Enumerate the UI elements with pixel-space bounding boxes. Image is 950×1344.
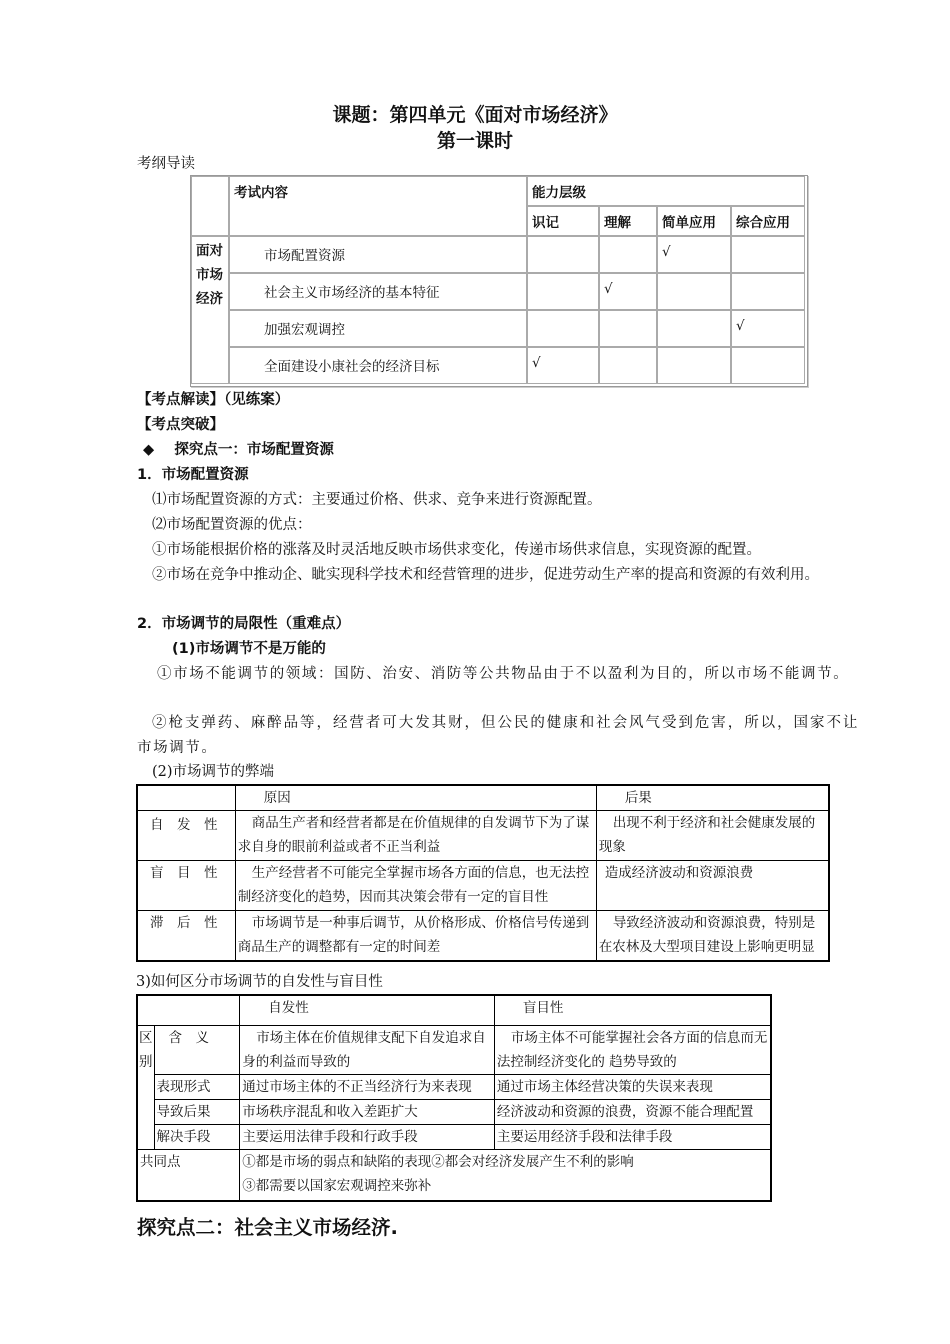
drawbacks-col-result: 后果	[596, 785, 829, 811]
exam-outline-label: 考纲导读	[137, 156, 195, 172]
drawback-name-spontaneity: 自 发 性	[137, 811, 235, 861]
category-line-2: 市场	[196, 267, 223, 283]
drawback-result-blindness: 造成经济波动和资源浪费	[596, 861, 829, 911]
compare-form-blindness: 通过市场主体经营决策的失误来表现	[494, 1074, 771, 1099]
kaodian-jiedu-heading: 【考点解读】（见练案）	[137, 392, 290, 408]
drawback-cause-spontaneity: 商品生产者和经营者都是在价值规律的自发调节下为了谋求自身的眼前利益或者不正当利益	[235, 811, 596, 861]
tanjiu-point-1-heading: ◆ 探究点一：市场配置资源	[143, 442, 334, 458]
compare-difference-qu: 区	[139, 1029, 153, 1046]
check-mark-row2: √	[599, 273, 657, 310]
page-subtitle: 第一课时	[436, 130, 513, 152]
compare-solution-spontaneity: 主要运用法律手段和行政手段	[240, 1124, 495, 1149]
heading-distinguish: 3)如何区分市场调节的自发性与盲目性	[136, 974, 383, 990]
compare-meaning-spontaneity: 市场主体在价值规律支配下自发追求自身的利益而导致的	[240, 1025, 495, 1074]
exam-item-2: 社会主义市场经济的基本特征	[229, 273, 527, 310]
drawbacks-table	[136, 784, 830, 962]
kaodian-tupo-heading: 【考点突破】	[137, 417, 224, 433]
exam-item-4: 全面建设小康社会的经济目标	[229, 347, 527, 384]
category-line-1: 面对	[196, 243, 223, 259]
compare-difference-label	[137, 1025, 154, 1149]
para-harmful-goods: ②枪支弹药、麻醉品等，经营者可大发其财，但公民的健康和社会风气受到危害，所以，国家不让市场调节。	[137, 715, 859, 756]
compare-col-blindness: 盲目性	[494, 995, 771, 1025]
header-content: 考试内容	[229, 176, 527, 236]
level-understand: 理解	[599, 206, 657, 236]
category-line-3: 经济	[196, 291, 223, 307]
compare-table	[136, 994, 772, 1202]
drawback-name-blindness: 盲 目 性	[137, 861, 235, 911]
heading-drawbacks: (2)市场调节的弊端	[152, 764, 275, 780]
tanjiu-point-2-heading: 探究点二：社会主义市场经济.	[137, 1216, 398, 1239]
heading-not-omnipotent: (1)市场调节不是万能的	[172, 641, 326, 657]
compare-consequence-spontaneity: 市场秩序混乱和收入差距扩大	[240, 1099, 495, 1124]
header-ability: 能力层级	[527, 176, 805, 206]
exam-outline-table	[190, 175, 808, 387]
page-title: 课题：第四单元《面对市场经济》	[332, 104, 618, 126]
header-blank	[191, 176, 229, 236]
compare-meaning-blindness: 市场主体不可能掌握社会各方面的信息而无法控制经济变化的 趋势导致的	[494, 1025, 771, 1074]
heading-market-limits: 2．市场调节的局限性（重难点）	[137, 616, 351, 632]
drawback-cause-lag: 市场调节是一种事后调节，从价格形成、价格信号传递到商品生产的调整都有一定的时间差	[235, 911, 596, 961]
drawback-cause-blindness: 生产经营者不可能完全掌握市场各方面的信息，也无法控制经济变化的趋势，因而其决策会带有一定的盲目性	[235, 861, 596, 911]
exam-item-1: 市场配置资源	[229, 236, 527, 273]
compare-solution-blindness: 主要运用经济手段和法律手段	[494, 1124, 771, 1149]
check-mark-row1: √	[657, 236, 731, 273]
compare-consequence-blindness: 经济波动和资源的浪费，资源不能合理配置	[494, 1099, 771, 1124]
para-unregulable-fields: ①市场不能调节的领域：国防、治安、消防等公共物品由于不以盈利为目的，所以市场不能调节。	[157, 666, 850, 682]
category-cell	[191, 236, 229, 384]
para-allocation-method: ⑴市场配置资源的方式：主要通过价格、供求、竞争来进行资源配置。	[152, 492, 602, 508]
level-memorize: 识记	[527, 206, 599, 236]
check-mark-row4: √	[527, 347, 599, 384]
compare-common-points	[240, 1149, 771, 1201]
para-allocation-advantages: ⑵市场配置资源的优点：	[152, 517, 312, 533]
compare-row-solution-label: 解决手段	[154, 1124, 240, 1149]
drawback-name-lag: 滞 后 性	[137, 911, 235, 961]
compare-common-line-2: ③都需要以国家宏观调控来弥补	[242, 1177, 432, 1194]
compare-common-label: 共同点	[137, 1149, 240, 1201]
compare-corner	[137, 995, 240, 1025]
compare-col-spontaneity: 自发性	[240, 995, 495, 1025]
check-mark-row3: √	[731, 310, 805, 347]
drawbacks-col-cause: 原因	[235, 785, 596, 811]
heading-market-allocation: 1．市场配置资源	[137, 467, 249, 483]
compare-form-spontaneity: 通过市场主体的不正当经济行为来表现	[240, 1074, 495, 1099]
drawback-result-spontaneity: 出现不利于经济和社会健康发展的现象	[596, 811, 829, 861]
drawback-result-lag: 导致经济波动和资源浪费，特别是在农林及大型项目建设上影响更明显	[596, 911, 829, 961]
para-advantage-2: ②市场在竞争中推动企、眦实现科学技术和经营管理的进步，促进劳动生产率的提高和资源的有效利用。	[152, 567, 819, 583]
compare-difference-bie: 别	[139, 1053, 153, 1070]
compare-common-line-1: ①都是市场的弱点和缺陷的表现②都会对经济发展产生不利的影响	[242, 1153, 634, 1170]
drawbacks-corner	[137, 785, 235, 811]
compare-row-meaning-label: 含 义	[154, 1025, 240, 1074]
level-comprehensive-apply: 综合应用	[731, 206, 805, 236]
level-simple-apply: 简单应用	[657, 206, 731, 236]
exam-item-3: 加强宏观调控	[229, 310, 527, 347]
compare-row-consequence-label: 导致后果	[154, 1099, 240, 1124]
compare-row-form-label: 表现形式	[154, 1074, 240, 1099]
para-advantage-1: ①市场能根据价格的涨落及时灵活地反映市场供求变化，传递市场供求信息，实现资源的配置。	[152, 542, 761, 558]
